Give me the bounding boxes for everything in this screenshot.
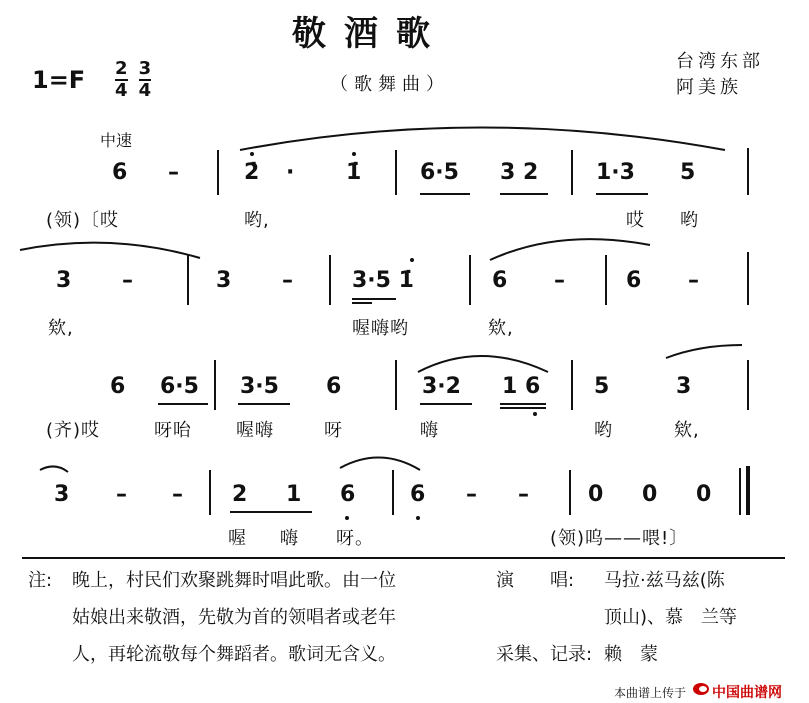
note: 6 bbox=[326, 374, 342, 399]
key-signature: 1=F bbox=[32, 66, 86, 94]
lyric: 哎 bbox=[626, 210, 645, 231]
site-logo-text[interactable]: 中国曲谱网 bbox=[712, 685, 782, 701]
note: – bbox=[554, 268, 565, 293]
lyric: 呀。 bbox=[336, 528, 374, 549]
song-subtitle: （歌舞曲） bbox=[330, 74, 450, 95]
note: 6·5 bbox=[160, 374, 199, 399]
performer-label: 演 唱: bbox=[496, 570, 575, 591]
note: 2 bbox=[232, 482, 248, 507]
origin-line-2: 阿美族 bbox=[676, 77, 742, 98]
time-signature-2-4: $\frac{2}{4}$ bbox=[115, 58, 128, 101]
note: 5 bbox=[594, 374, 610, 399]
lyric: (齐)哎 bbox=[46, 420, 101, 441]
note: 6 bbox=[492, 268, 508, 293]
note: – bbox=[168, 160, 179, 185]
note: 6 bbox=[626, 268, 642, 293]
note: – bbox=[116, 482, 127, 507]
lyric: 喔嗨 bbox=[236, 420, 274, 441]
note: 0 bbox=[642, 482, 658, 507]
origin-line-1: 台湾东部 bbox=[676, 51, 764, 72]
note: 1·3 bbox=[596, 160, 635, 185]
lyric: 喔嗨哟 bbox=[352, 318, 409, 339]
recorder-name: 赖 蒙 bbox=[604, 644, 658, 665]
note: · bbox=[286, 160, 295, 185]
note: 3·5 bbox=[240, 374, 279, 399]
lyric: 欸, bbox=[48, 318, 74, 339]
note: 3 bbox=[216, 268, 232, 293]
note: 6 bbox=[340, 482, 356, 507]
note: – bbox=[122, 268, 133, 293]
note: 3·5 1̇ bbox=[352, 268, 414, 293]
note: 6 bbox=[110, 374, 126, 399]
note: 5 bbox=[680, 160, 696, 185]
note: – bbox=[172, 482, 183, 507]
note: – bbox=[282, 268, 293, 293]
note: 3 bbox=[56, 268, 72, 293]
note: 3 2 bbox=[500, 160, 539, 185]
lyric: 喔 bbox=[228, 528, 247, 549]
time-signature-3-4: $\frac{3}{4}$ bbox=[138, 58, 152, 101]
note: 0 bbox=[588, 482, 604, 507]
note: 3 bbox=[676, 374, 692, 399]
lyric: 嗨 bbox=[280, 528, 299, 549]
note: 6 bbox=[410, 482, 426, 507]
lyric: (领)〔哎 bbox=[46, 210, 120, 231]
notes-line-2: 姑娘出来敬酒，先敬为首的领唱者或老年 bbox=[72, 607, 396, 628]
lyric: 哟, bbox=[244, 210, 270, 231]
note: 0 bbox=[696, 482, 712, 507]
note: 1 bbox=[286, 482, 302, 507]
lyric: 嗨 bbox=[420, 420, 439, 441]
note: 2̇ bbox=[244, 160, 260, 185]
tempo-marking: 中速 bbox=[100, 131, 133, 150]
performer-line-1: 马拉·兹马兹(陈 bbox=[604, 570, 725, 591]
lyric: 哟 bbox=[680, 210, 699, 231]
note: – bbox=[688, 268, 699, 293]
site-logo-icon bbox=[692, 681, 710, 697]
note: 6·5 bbox=[420, 160, 459, 185]
notes-line-3: 人，再轮流敬每个舞蹈者。歌词无含义。 bbox=[72, 644, 396, 665]
lyric: 欸, bbox=[674, 420, 700, 441]
note: 3·2 bbox=[422, 374, 461, 399]
recorder-label: 采集、记录: bbox=[496, 644, 593, 665]
footer-text: 本曲谱上传于 bbox=[614, 686, 687, 700]
note: 3 bbox=[54, 482, 70, 507]
notes-line-1: 晚上，村民们欢聚跳舞时唱此歌。由一位 bbox=[72, 570, 396, 591]
performer-line-2: 顶山)、慕 兰等 bbox=[604, 607, 738, 628]
song-title: 敬酒歌 bbox=[292, 14, 448, 54]
lyric: 哟 bbox=[594, 420, 613, 441]
lyric: 欸, bbox=[488, 318, 514, 339]
note: 1̇ bbox=[346, 160, 362, 185]
note: 1 6 bbox=[502, 374, 541, 399]
lyric: 呀 bbox=[324, 420, 343, 441]
notes-label: 注: bbox=[28, 570, 53, 591]
note: – bbox=[466, 482, 477, 507]
lyric: (领)呜——喂!〕 bbox=[550, 528, 689, 549]
lyric: 呀咍 bbox=[154, 420, 192, 441]
note: – bbox=[518, 482, 529, 507]
note: 6 bbox=[112, 160, 128, 185]
